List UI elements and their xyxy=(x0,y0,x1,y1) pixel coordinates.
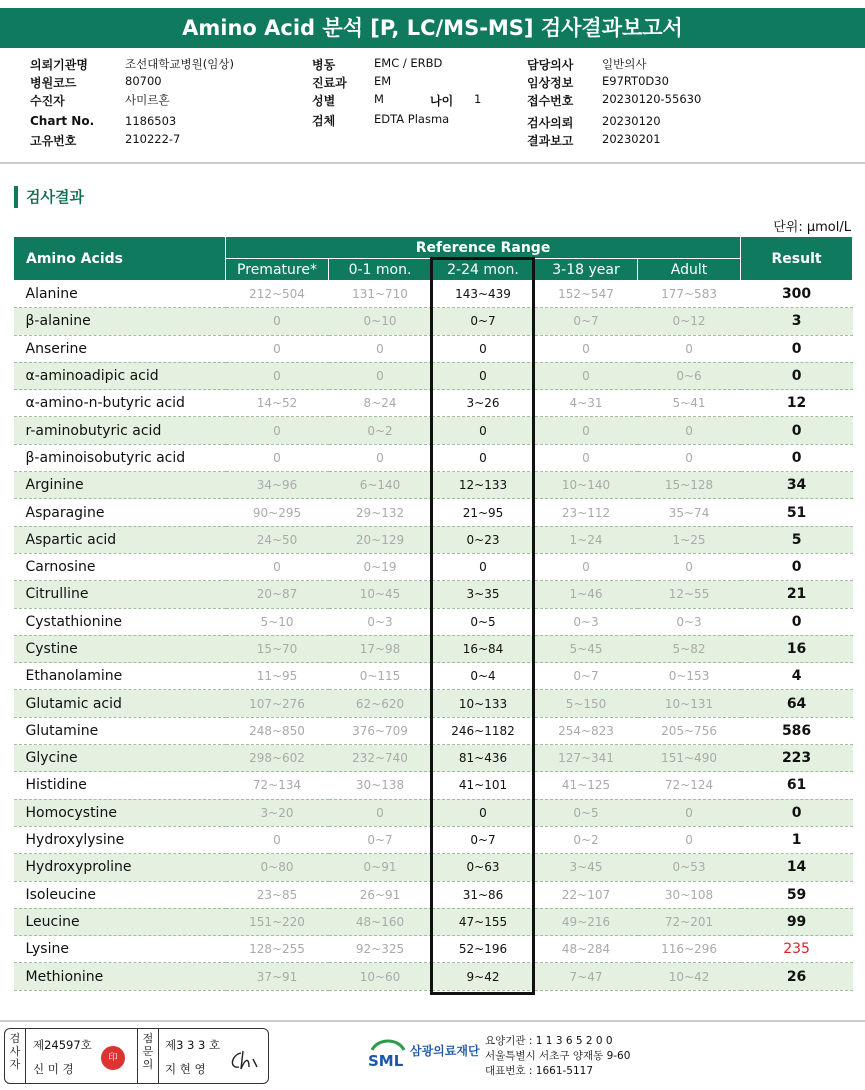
amino-acid-name: Anserine xyxy=(14,335,226,362)
reference-range-cell: 0 xyxy=(535,553,638,580)
result-value: 0 xyxy=(741,444,853,471)
report-title: Amino Acid 분석 [P, LC/MS-MS] 검사결과보고서 xyxy=(0,8,865,48)
signature-icon xyxy=(227,1047,263,1075)
result-value: 5 xyxy=(741,526,853,553)
table-row xyxy=(14,936,853,963)
reference-range-cell: 10~45 xyxy=(329,581,432,608)
amino-acid-name: Glycine xyxy=(14,745,226,772)
unit-label: 단위: μmol/L xyxy=(773,220,851,235)
table-row xyxy=(14,881,853,908)
reference-range-cell: 1~25 xyxy=(638,526,741,553)
result-value: 14 xyxy=(741,854,853,881)
reference-range-cell: 0 xyxy=(329,444,432,471)
reference-range-cell: 0~3 xyxy=(535,608,638,635)
reference-range-cell: 0 xyxy=(535,444,638,471)
result-value: 51 xyxy=(741,499,853,526)
reference-range-cell: 10~133 xyxy=(432,690,535,717)
reference-range-cell: 72~134 xyxy=(226,772,329,799)
reference-range-cell: 10~140 xyxy=(535,472,638,499)
examiner-label: 검사자 xyxy=(9,1032,21,1071)
reference-range-cell: 35~74 xyxy=(638,499,741,526)
reference-range-cell: 376~709 xyxy=(329,717,432,744)
reference-range-cell: 5~82 xyxy=(638,635,741,662)
reference-range-cell: 0~5 xyxy=(432,608,535,635)
table-row xyxy=(14,526,853,553)
reference-range-cell: 0~4 xyxy=(432,663,535,690)
info-row xyxy=(0,74,865,92)
reference-range-cell: 0~12 xyxy=(638,308,741,335)
result-value: 61 xyxy=(741,772,853,799)
info-value: EM xyxy=(374,74,392,88)
reference-range-cell: 48~160 xyxy=(329,908,432,935)
result-value: 3 xyxy=(741,308,853,335)
info-label: Chart No. xyxy=(30,114,95,128)
reference-range-cell: 29~132 xyxy=(329,499,432,526)
table-row xyxy=(14,499,853,526)
reference-range-cell: 248~850 xyxy=(226,717,329,744)
range-header-2-24-mon: 2-24 mon. xyxy=(432,259,535,281)
amino-acid-name: Leucine xyxy=(14,908,226,935)
reference-range-cell: 52~196 xyxy=(432,936,535,963)
reference-range-cell: 0~63 xyxy=(432,854,535,881)
result-header: Result xyxy=(741,237,853,281)
info-value: EMC / ERBD xyxy=(374,56,443,70)
age-value: 1 xyxy=(474,92,482,106)
result-value: 223 xyxy=(741,745,853,772)
info-row xyxy=(0,56,865,74)
reference-range-cell: 0~91 xyxy=(329,854,432,881)
amino-acid-name: Cystine xyxy=(14,635,226,662)
table-row xyxy=(14,826,853,853)
reference-range-cell: 205~756 xyxy=(638,717,741,744)
info-value: 1186503 xyxy=(125,114,177,128)
info-label: 의뢰기관명 xyxy=(30,58,88,72)
amino-acid-name: α-amino-n-butyric acid xyxy=(14,390,226,417)
info-label: 진료과 xyxy=(312,76,347,90)
amino-acid-name: Hydroxylysine xyxy=(14,826,226,853)
table-row xyxy=(14,335,853,362)
result-value: 0 xyxy=(741,799,853,826)
seal-stamp-icon: 印 xyxy=(101,1046,125,1070)
reference-range-cell: 0 xyxy=(535,335,638,362)
amino-acid-name: β-alanine xyxy=(14,308,226,335)
result-value: 0 xyxy=(741,362,853,389)
examiner-no: 제24597호 xyxy=(33,1038,92,1052)
table-row xyxy=(14,472,853,499)
table-row xyxy=(14,717,853,744)
amino-acid-name: Citrulline xyxy=(14,581,226,608)
reference-range-cell: 0 xyxy=(329,335,432,362)
reference-range-cell: 0 xyxy=(638,826,741,853)
result-value: 0 xyxy=(741,608,853,635)
reference-range-cell: 0~19 xyxy=(329,553,432,580)
signature-box xyxy=(4,1028,269,1084)
results-table xyxy=(13,236,853,991)
reference-range-cell: 0 xyxy=(638,799,741,826)
age-label: 나이 xyxy=(430,94,454,108)
reference-range-cell: 152~547 xyxy=(535,281,638,308)
result-value: 0 xyxy=(741,417,853,444)
reference-range-cell: 12~133 xyxy=(432,472,535,499)
contact-line: 서울특별시 서초구 양재동 9-60 xyxy=(485,1050,631,1062)
info-row-age xyxy=(0,92,865,110)
range-header-0-1-mon: 0-1 mon. xyxy=(329,259,432,281)
table-row xyxy=(14,745,853,772)
svg-text:SML: SML xyxy=(368,1052,404,1070)
reference-range-cell: 0~3 xyxy=(638,608,741,635)
result-value: 34 xyxy=(741,472,853,499)
info-value: 일반의사 xyxy=(602,57,647,71)
reference-range-cell: 6~140 xyxy=(329,472,432,499)
reference-range-cell: 0~7 xyxy=(432,826,535,853)
reference-range-cell: 0 xyxy=(535,417,638,444)
reference-range-cell: 92~325 xyxy=(329,936,432,963)
table-row xyxy=(14,362,853,389)
info-value: 20230120-55630 xyxy=(602,92,702,106)
amino-acid-name: β-aminoisobutyric acid xyxy=(14,444,226,471)
reference-range-cell: 116~296 xyxy=(638,936,741,963)
amino-acid-name: Cystathionine xyxy=(14,608,226,635)
amino-acid-name: Arginine xyxy=(14,472,226,499)
table-row xyxy=(14,963,853,990)
reference-range-cell: 1~46 xyxy=(535,581,638,608)
range-header-3-18-year: 3-18 year xyxy=(535,259,638,281)
table-row xyxy=(14,281,853,308)
table-row xyxy=(14,908,853,935)
info-label: 성별 xyxy=(312,94,336,108)
result-value: 0 xyxy=(741,553,853,580)
reference-range-cell: 212~504 xyxy=(226,281,329,308)
amino-acid-name: Alanine xyxy=(14,281,226,308)
reference-range-cell: 49~216 xyxy=(535,908,638,935)
reference-range-cell: 20~87 xyxy=(226,581,329,608)
examiner-name: 신 미 경 xyxy=(33,1062,74,1076)
result-value: 586 xyxy=(741,717,853,744)
section-title: 검사결과 xyxy=(14,186,84,208)
reference-range-cell: 30~138 xyxy=(329,772,432,799)
reference-range-cell: 0 xyxy=(432,444,535,471)
result-value: 59 xyxy=(741,881,853,908)
info-label: 임상정보 xyxy=(527,76,574,90)
range-header-adult: Adult xyxy=(638,259,741,281)
reference-range-cell: 9~42 xyxy=(432,963,535,990)
reference-range-cell: 151~220 xyxy=(226,908,329,935)
reference-range-cell: 5~41 xyxy=(638,390,741,417)
table-row xyxy=(14,608,853,635)
reference-range-cell: 24~50 xyxy=(226,526,329,553)
reference-range-cell: 0~80 xyxy=(226,854,329,881)
reference-range-cell: 0~2 xyxy=(329,417,432,444)
table-row xyxy=(14,444,853,471)
reference-range-cell: 12~55 xyxy=(638,581,741,608)
table-row xyxy=(14,553,853,580)
amino-acid-name: Homocystine xyxy=(14,799,226,826)
reference-range-cell: 0 xyxy=(329,799,432,826)
reference-range-cell: 26~91 xyxy=(329,881,432,908)
info-value: E97RT0D30 xyxy=(602,74,669,88)
result-value: 4 xyxy=(741,663,853,690)
info-value: M xyxy=(374,92,384,106)
table-row xyxy=(14,417,853,444)
reference-range-cell: 3~20 xyxy=(226,799,329,826)
info-value: 210222-7 xyxy=(125,132,181,146)
info-value: 20230120 xyxy=(602,114,661,128)
reference-range-cell: 177~583 xyxy=(638,281,741,308)
table-row xyxy=(14,308,853,335)
reference-range-cell: 0~7 xyxy=(432,308,535,335)
amino-acid-name: Glutamine xyxy=(14,717,226,744)
reference-range-cell: 0~10 xyxy=(329,308,432,335)
reference-range-cell: 41~125 xyxy=(535,772,638,799)
reference-range-cell: 17~98 xyxy=(329,635,432,662)
reference-range-header: Reference Range xyxy=(226,237,741,259)
reference-range-cell: 3~26 xyxy=(432,390,535,417)
reference-range-cell: 127~341 xyxy=(535,745,638,772)
reference-range-cell: 0~3 xyxy=(329,608,432,635)
reference-range-cell: 72~201 xyxy=(638,908,741,935)
reference-range-cell: 5~10 xyxy=(226,608,329,635)
reference-range-cell: 48~284 xyxy=(535,936,638,963)
reference-range-cell: 0 xyxy=(226,444,329,471)
info-label: 병원코드 xyxy=(30,76,77,90)
result-value: 26 xyxy=(741,963,853,990)
reference-range-cell: 72~124 xyxy=(638,772,741,799)
reference-range-cell: 3~45 xyxy=(535,854,638,881)
result-value: 16 xyxy=(741,635,853,662)
table-row xyxy=(14,690,853,717)
reference-range-cell: 3~35 xyxy=(432,581,535,608)
reference-range-cell: 23~112 xyxy=(535,499,638,526)
table-row xyxy=(14,390,853,417)
sml-logo-icon xyxy=(366,1036,410,1072)
amino-acid-name: Methionine xyxy=(14,963,226,990)
info-value: 20230201 xyxy=(602,132,661,146)
reference-range-cell: 254~823 xyxy=(535,717,638,744)
table-row xyxy=(14,663,853,690)
reference-range-cell: 20~129 xyxy=(329,526,432,553)
reference-range-cell: 0~7 xyxy=(535,663,638,690)
reference-range-cell: 31~86 xyxy=(432,881,535,908)
info-value: 80700 xyxy=(125,74,162,88)
reviewer-name: 지 현 영 xyxy=(165,1062,206,1076)
result-value: 1 xyxy=(741,826,853,853)
reference-range-cell: 7~47 xyxy=(535,963,638,990)
reference-range-cell: 246~1182 xyxy=(432,717,535,744)
reference-range-cell: 0 xyxy=(432,799,535,826)
info-row xyxy=(0,132,865,150)
result-value: 99 xyxy=(741,908,853,935)
reference-range-cell: 8~24 xyxy=(329,390,432,417)
reference-range-cell: 81~436 xyxy=(432,745,535,772)
reference-range-cell: 0~2 xyxy=(535,826,638,853)
info-label: 검사의뢰 xyxy=(527,116,574,130)
reference-range-cell: 0 xyxy=(638,553,741,580)
reference-range-cell: 41~101 xyxy=(432,772,535,799)
reference-range-cell: 0 xyxy=(535,362,638,389)
reference-range-cell: 14~52 xyxy=(226,390,329,417)
amino-acid-name: Lysine xyxy=(14,936,226,963)
amino-acid-name: Hydroxyproline xyxy=(14,854,226,881)
reference-range-cell: 232~740 xyxy=(329,745,432,772)
footer xyxy=(0,1020,865,1090)
table-row xyxy=(14,772,853,799)
reference-range-cell: 62~620 xyxy=(329,690,432,717)
reference-range-cell: 11~95 xyxy=(226,663,329,690)
reference-range-cell: 0 xyxy=(432,553,535,580)
info-label: 병동 xyxy=(312,58,336,72)
table-row xyxy=(14,799,853,826)
reference-range-cell: 0~7 xyxy=(329,826,432,853)
reference-range-cell: 5~45 xyxy=(535,635,638,662)
reference-range-cell: 0~23 xyxy=(432,526,535,553)
reference-range-cell: 107~276 xyxy=(226,690,329,717)
reference-range-cell: 1~24 xyxy=(535,526,638,553)
result-value: 235 xyxy=(741,936,853,963)
table-row xyxy=(14,854,853,881)
reference-range-cell: 131~710 xyxy=(329,281,432,308)
reference-range-cell: 128~255 xyxy=(226,936,329,963)
reference-range-cell: 4~31 xyxy=(535,390,638,417)
reference-range-cell: 143~439 xyxy=(432,281,535,308)
info-value: 조선대학교병원(임상) xyxy=(125,57,234,71)
reference-range-cell: 151~490 xyxy=(638,745,741,772)
reference-range-cell: 37~91 xyxy=(226,963,329,990)
reference-range-cell: 90~295 xyxy=(226,499,329,526)
info-label: 접수번호 xyxy=(527,94,574,108)
reference-range-cell: 0 xyxy=(226,362,329,389)
reference-range-cell: 0 xyxy=(432,335,535,362)
reference-range-cell: 0 xyxy=(226,553,329,580)
reference-range-cell: 10~131 xyxy=(638,690,741,717)
reference-range-cell: 0 xyxy=(432,417,535,444)
reference-range-cell: 0 xyxy=(329,362,432,389)
result-value: 0 xyxy=(741,335,853,362)
reference-range-cell: 0 xyxy=(226,826,329,853)
reference-range-cell: 15~70 xyxy=(226,635,329,662)
reference-range-cell: 0 xyxy=(226,335,329,362)
result-value: 64 xyxy=(741,690,853,717)
amino-acid-name: Ethanolamine xyxy=(14,663,226,690)
reference-range-cell: 298~602 xyxy=(226,745,329,772)
result-value: 300 xyxy=(741,281,853,308)
reference-range-cell: 16~84 xyxy=(432,635,535,662)
reviewer-no: 제3 3 3 호 xyxy=(165,1038,221,1052)
reference-range-cell: 0~7 xyxy=(535,308,638,335)
amino-acid-name: Asparagine xyxy=(14,499,226,526)
reference-range-cell: 34~96 xyxy=(226,472,329,499)
info-value: EDTA Plasma xyxy=(374,112,450,126)
reference-range-cell: 23~85 xyxy=(226,881,329,908)
info-row xyxy=(0,114,865,132)
reference-range-cell: 0 xyxy=(432,362,535,389)
reference-range-cell: 10~60 xyxy=(329,963,432,990)
contact-line: 대표번호 : 1661-5117 xyxy=(485,1065,594,1077)
result-value: 12 xyxy=(741,390,853,417)
info-label: 수진자 xyxy=(30,94,65,108)
reference-range-cell: 5~150 xyxy=(535,690,638,717)
info-label: 결과보고 xyxy=(527,134,574,148)
reference-range-cell: 22~107 xyxy=(535,881,638,908)
amino-acid-name: Aspartic acid xyxy=(14,526,226,553)
info-label: 검체 xyxy=(312,114,336,128)
reference-range-cell: 30~108 xyxy=(638,881,741,908)
range-header-premature: Premature* xyxy=(226,259,329,281)
amino-acid-name: Glutamic acid xyxy=(14,690,226,717)
reference-range-cell: 15~128 xyxy=(638,472,741,499)
reference-range-cell: 0~115 xyxy=(329,663,432,690)
info-label: 고유번호 xyxy=(30,134,77,148)
reference-range-cell: 0 xyxy=(638,417,741,444)
amino-acid-name: α-aminoadipic acid xyxy=(14,362,226,389)
org-name: 삼광의료재단 xyxy=(410,1044,480,1058)
result-value: 21 xyxy=(741,581,853,608)
amino-acids-header: Amino Acids xyxy=(14,237,226,281)
contact-line: 요양기관 : 1 1 3 6 5 2 0 0 xyxy=(485,1035,613,1047)
reference-range-cell: 10~42 xyxy=(638,963,741,990)
amino-acid-name: Carnosine xyxy=(14,553,226,580)
table-row xyxy=(14,581,853,608)
amino-acid-name: Isoleucine xyxy=(14,881,226,908)
table-row xyxy=(14,635,853,662)
reviewer-label: 점문의 xyxy=(142,1032,154,1071)
reference-range-cell: 47~155 xyxy=(432,908,535,935)
reference-range-cell: 0 xyxy=(226,308,329,335)
reference-range-cell: 0~5 xyxy=(535,799,638,826)
reference-range-cell: 0~153 xyxy=(638,663,741,690)
contact-info xyxy=(485,1034,630,1079)
amino-acid-name: Histidine xyxy=(14,772,226,799)
info-value: 사미르혼 xyxy=(125,93,170,107)
info-label: 담당의사 xyxy=(527,58,574,72)
amino-acid-name: r-aminobutyric acid xyxy=(14,417,226,444)
reference-range-cell: 0 xyxy=(638,335,741,362)
patient-info-panel xyxy=(0,54,865,164)
reference-range-cell: 0~53 xyxy=(638,854,741,881)
reference-range-cell: 0 xyxy=(638,444,741,471)
reference-range-cell: 0~6 xyxy=(638,362,741,389)
reference-range-cell: 21~95 xyxy=(432,499,535,526)
reference-range-cell: 0 xyxy=(226,417,329,444)
